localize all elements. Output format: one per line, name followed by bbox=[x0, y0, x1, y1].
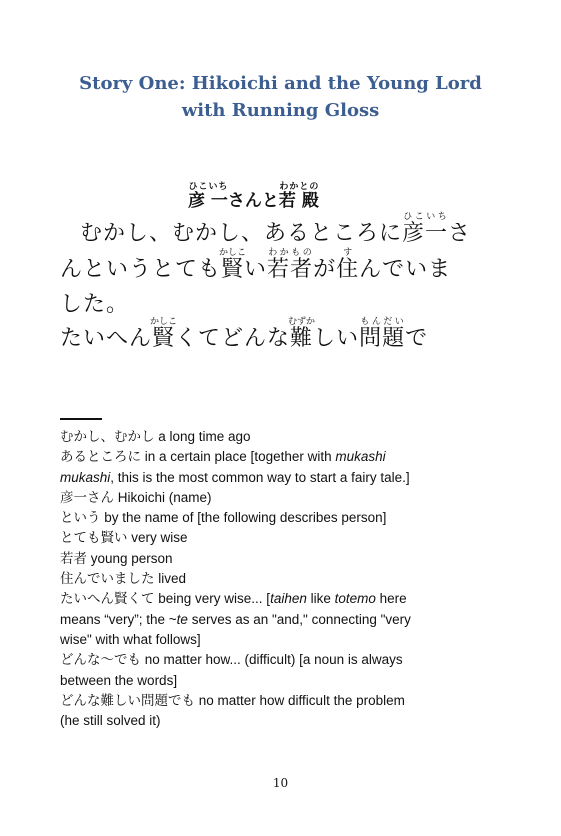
gloss-term: という bbox=[60, 510, 101, 527]
gloss-definition: by the name of [the following describes person] bbox=[100, 510, 387, 526]
story-ruby bbox=[359, 317, 406, 351]
story-text: しい bbox=[313, 326, 360, 351]
page-title bbox=[0, 70, 561, 124]
gloss-definition: no matter how difficult the problem bbox=[195, 692, 405, 708]
gloss-item bbox=[60, 508, 510, 528]
heading-ruby-wakatono bbox=[278, 182, 319, 211]
story-furigana: かしこ bbox=[219, 248, 247, 258]
story-text: した。 bbox=[60, 292, 130, 317]
gloss-term: とても賢い bbox=[60, 530, 128, 547]
gloss-definition: (he still solved it) bbox=[60, 713, 161, 729]
gloss-definition: like bbox=[306, 591, 335, 607]
gloss-term: たいへん賢くて bbox=[60, 591, 155, 608]
gloss-definition: no matter how... (difficult) [a noun is always bbox=[141, 652, 403, 668]
story-line-3 bbox=[60, 287, 510, 318]
gloss-item bbox=[60, 691, 510, 711]
gloss-definition: means “very”; the ~ bbox=[60, 611, 177, 627]
story-text: たいへん bbox=[60, 326, 153, 351]
gloss-italic: taihen bbox=[270, 591, 307, 607]
gloss-item bbox=[60, 427, 510, 447]
gloss-term: むかし、むかし bbox=[60, 429, 155, 445]
heading-ruby-hikoichi bbox=[188, 182, 228, 211]
story-text: むかし、むかし、あるところに bbox=[80, 221, 403, 246]
story-kanji: 彦一 bbox=[402, 221, 449, 246]
story-ruby bbox=[219, 248, 247, 282]
story-text: が bbox=[313, 257, 337, 282]
story-furigana: むずか bbox=[288, 317, 316, 327]
story-ruby bbox=[402, 212, 449, 246]
heading-kana: さんと bbox=[227, 191, 279, 211]
story-text: い bbox=[244, 257, 268, 282]
heading-kanji: 一 bbox=[210, 191, 228, 211]
gloss-definition: a long time ago bbox=[154, 429, 251, 444]
gloss-item bbox=[60, 549, 510, 569]
gloss-term: どんな難しい問題でも bbox=[60, 692, 195, 709]
heading-kanji: 彦 bbox=[188, 191, 205, 211]
story-line-4 bbox=[60, 317, 510, 352]
gloss-definition: Hikoichi (name) bbox=[114, 489, 212, 505]
story-line-2 bbox=[60, 248, 510, 283]
title-line-2: with Running Gloss bbox=[181, 100, 380, 121]
story-text: さ bbox=[448, 221, 472, 246]
story-ruby bbox=[336, 248, 360, 282]
gloss-item-continued bbox=[60, 630, 510, 650]
gloss-definition: serves as an "and," connecting "very bbox=[187, 611, 411, 627]
gloss-definition: lived bbox=[154, 571, 187, 587]
story-ruby bbox=[288, 317, 316, 351]
gloss-item-continued bbox=[60, 671, 510, 691]
gloss-term: 若者 bbox=[60, 550, 87, 567]
gloss-italic: mukashi bbox=[60, 469, 111, 485]
gloss-definition: in a certain place [together with bbox=[141, 449, 336, 465]
gloss-italic: totemo bbox=[334, 591, 376, 607]
page-number: 10 bbox=[272, 776, 289, 790]
story-kanji: 賢 bbox=[219, 257, 247, 282]
gloss-term: あるところに bbox=[60, 449, 141, 466]
story-furigana: す bbox=[336, 248, 360, 258]
story-kanji: 難 bbox=[288, 326, 316, 351]
story-kanji: 若者 bbox=[267, 257, 314, 282]
story-ruby bbox=[150, 317, 178, 351]
gloss-italic: mukashi bbox=[335, 449, 386, 465]
heading-kanji: 若 bbox=[278, 191, 296, 211]
story-text: くてどんな bbox=[175, 326, 291, 351]
gloss-term: 住んでいました bbox=[60, 571, 155, 588]
gloss-item bbox=[60, 528, 510, 548]
footnote-divider bbox=[60, 418, 102, 420]
gloss-definition: wise" with what follows] bbox=[60, 631, 201, 647]
story-furigana: ひこいち bbox=[402, 212, 449, 222]
gloss-item bbox=[60, 650, 510, 670]
gloss-item bbox=[60, 488, 510, 508]
gloss-italic: te bbox=[176, 611, 188, 627]
gloss-list bbox=[60, 427, 510, 731]
gloss-definition: between the words] bbox=[60, 672, 178, 688]
gloss-definition: being very wise... [ bbox=[154, 591, 271, 607]
story-furigana: もんだい bbox=[359, 317, 406, 327]
gloss-item-continued bbox=[60, 610, 510, 630]
story-kanji: 住 bbox=[336, 257, 360, 282]
gloss-definition: very wise bbox=[127, 530, 188, 546]
story-kanji: 問題 bbox=[359, 326, 406, 351]
story-furigana: わかもの bbox=[267, 248, 314, 258]
story-kanji: 賢 bbox=[150, 326, 178, 351]
story-ruby bbox=[267, 248, 314, 282]
gloss-item-continued bbox=[60, 711, 510, 731]
story-text: んでいま bbox=[359, 257, 452, 282]
gloss-item-continued bbox=[60, 468, 510, 488]
story-furigana: かしこ bbox=[150, 317, 178, 327]
gloss-item bbox=[60, 447, 510, 467]
heading-furigana: わかとの bbox=[278, 182, 319, 192]
heading-furigana: ひこいち bbox=[188, 182, 228, 192]
gloss-term: 彦一さん bbox=[60, 489, 114, 506]
heading-kanji: 殿 bbox=[301, 191, 319, 211]
gloss-item bbox=[60, 589, 510, 609]
gloss-definition: , this is the most common way to start a fairy tale.] bbox=[110, 469, 410, 485]
gloss-term: どんな～でも bbox=[60, 652, 141, 669]
gloss-definition: here bbox=[375, 591, 407, 607]
story-heading bbox=[188, 182, 319, 211]
story-text: んというとても bbox=[60, 257, 222, 282]
story-line-1 bbox=[60, 212, 510, 247]
gloss-item bbox=[60, 569, 510, 589]
title-line-1: Story One: Hikoichi and the Young Lord bbox=[79, 73, 482, 94]
gloss-definition: young person bbox=[87, 550, 173, 566]
story-text: で bbox=[405, 326, 429, 351]
